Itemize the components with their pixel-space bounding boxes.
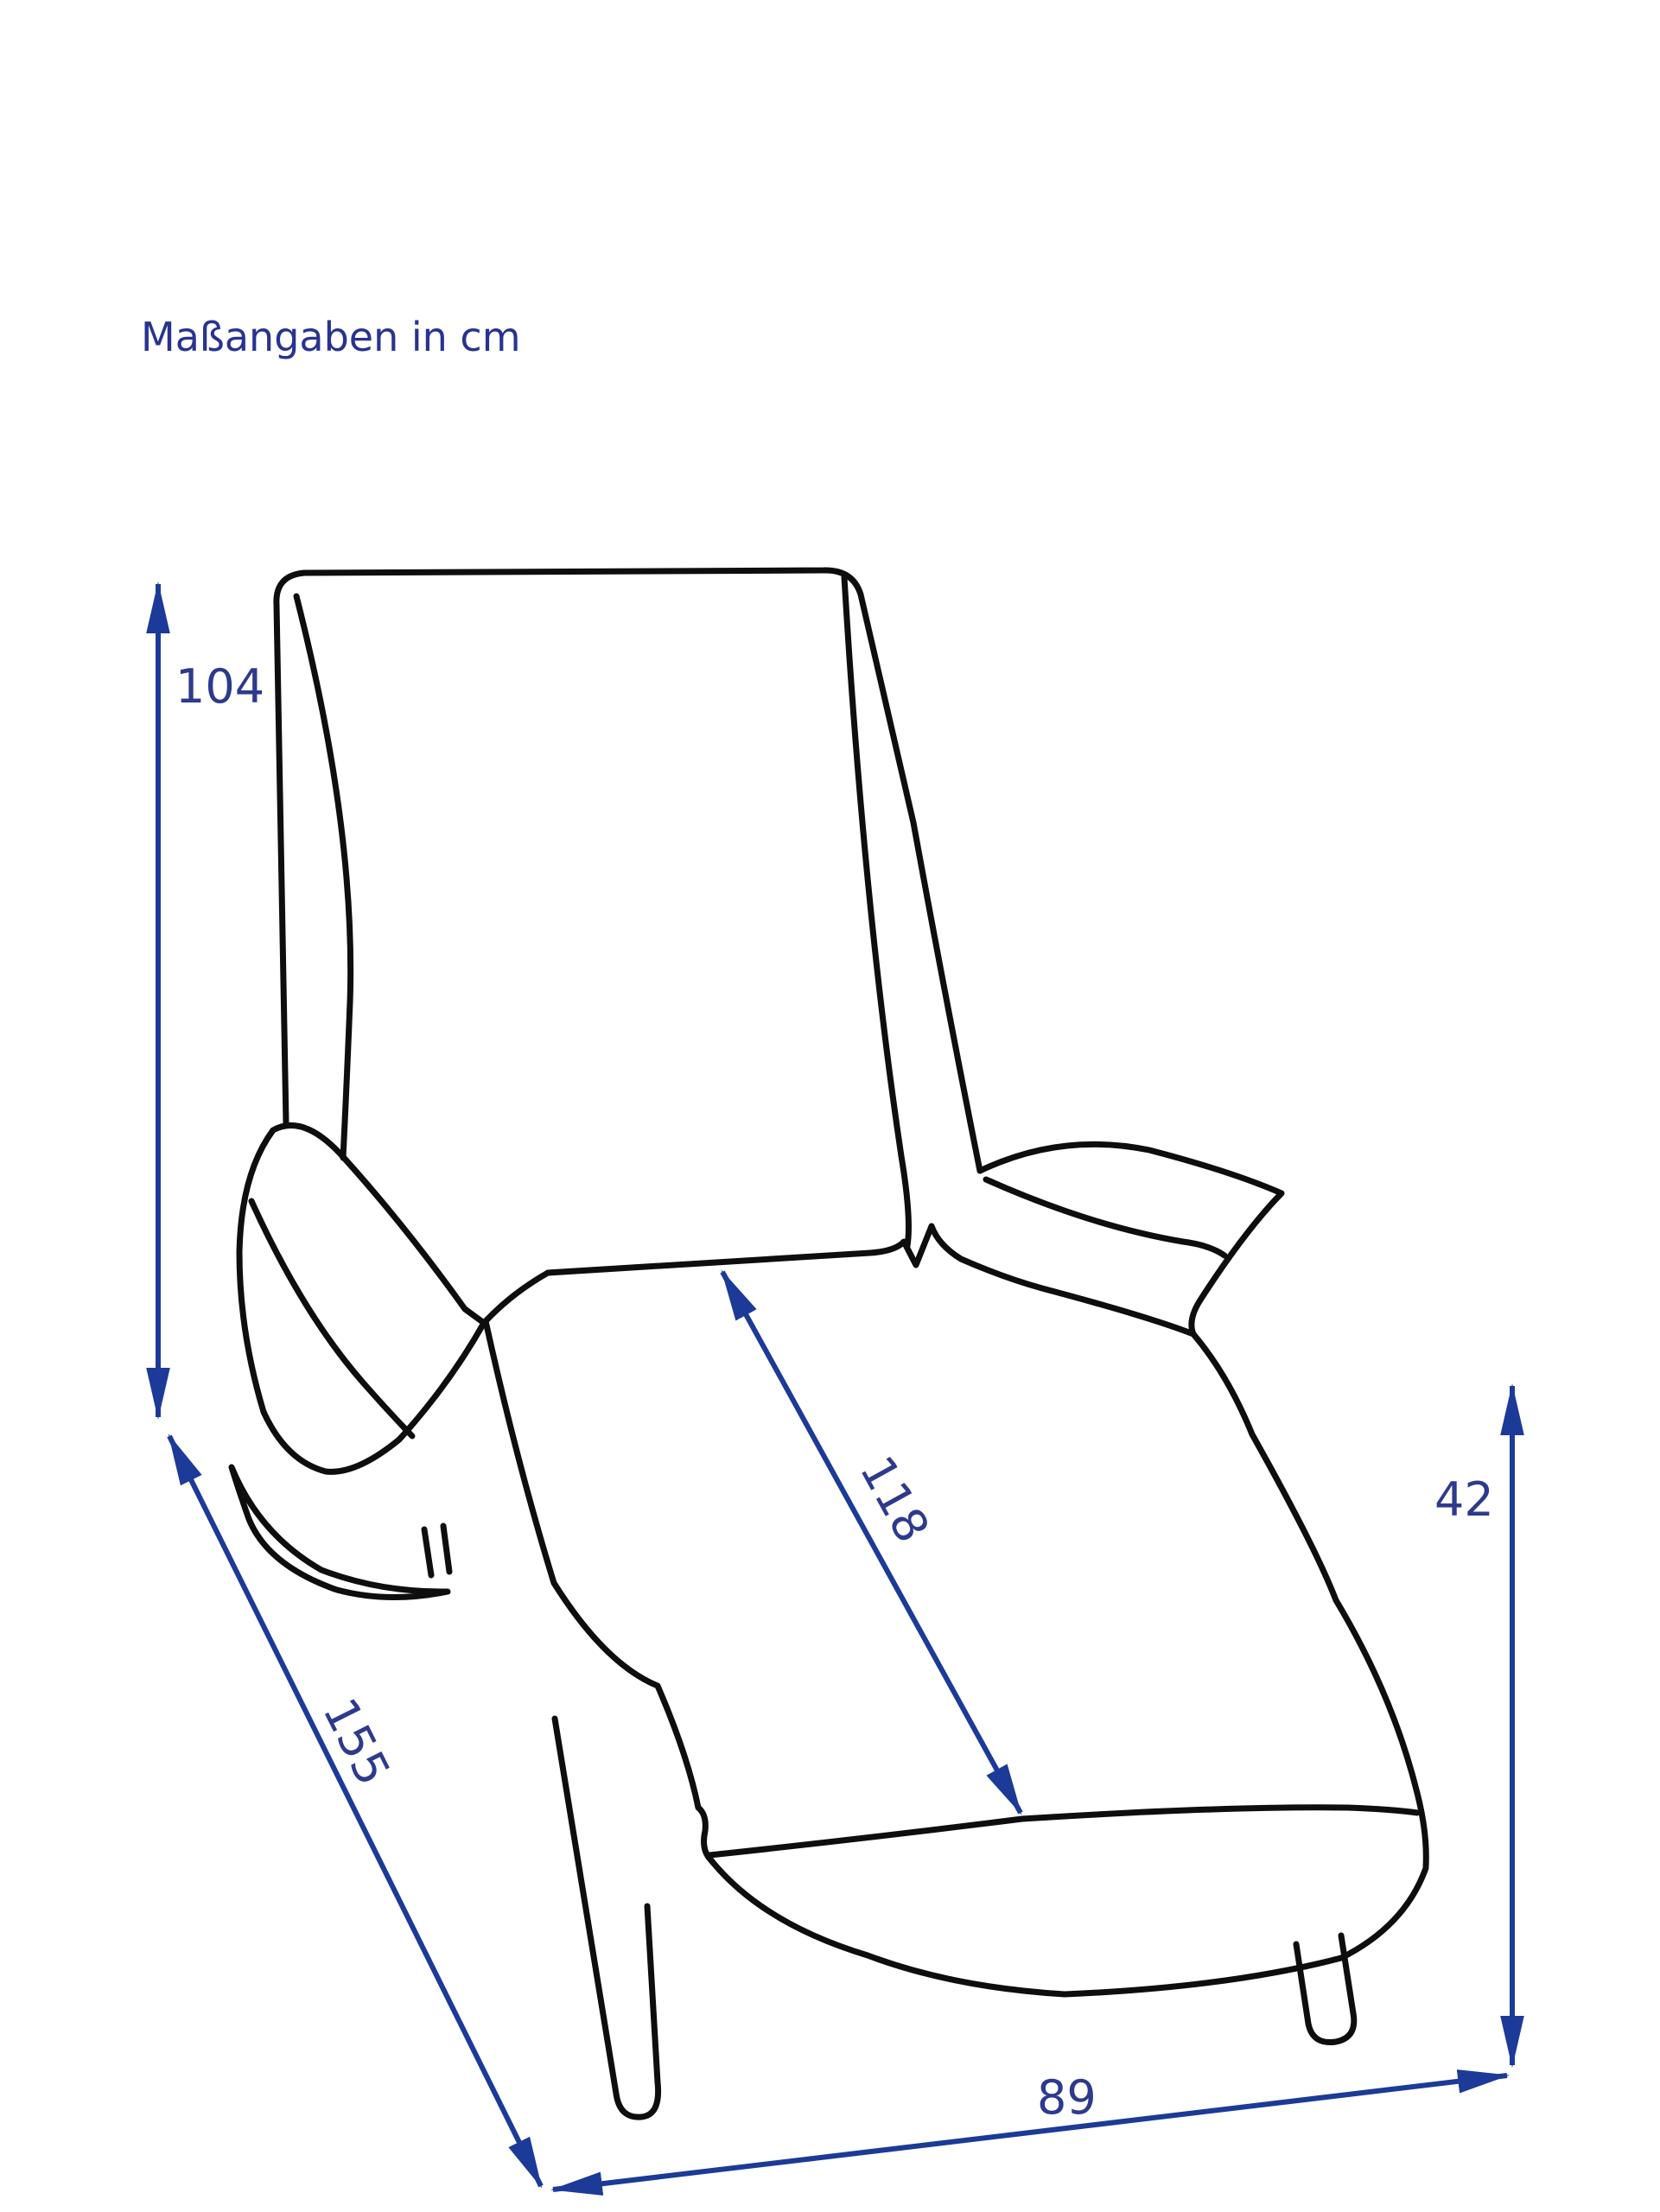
seat-depth-dimension-arrow [722, 1272, 1021, 1813]
seat-front-roll [711, 1860, 1426, 1994]
seat-depth-arrow-line [722, 1272, 1021, 1813]
backrest-outline [277, 570, 980, 1171]
left-armrest-outline [239, 1125, 484, 1471]
height-dimension-label: 104 [175, 659, 265, 714]
page-title: Maßangaben in cm [141, 314, 521, 360]
width-dimension-arrow [553, 2070, 1507, 2190]
seat-depth-dimension-label: 118 [849, 1446, 940, 1552]
dimension-arrows [158, 584, 1512, 2190]
right-armrest-outline [980, 1144, 1282, 1334]
seat-left-edge [486, 1273, 711, 1860]
height-dimension-arrow [158, 584, 264, 1417]
right-armrest-crease [986, 1179, 1224, 1255]
seat-height-dimension-arrow [1434, 1386, 1512, 2065]
length-arrow-line [169, 1436, 541, 2186]
recliner-chair-outline [232, 570, 1426, 2117]
width-dimension-label: 89 [1037, 2070, 1097, 2125]
seat-height-dimension-label: 42 [1434, 1472, 1494, 1527]
rear-right-leg [1296, 1936, 1354, 2043]
width-arrow-line [553, 2075, 1507, 2190]
mechanism-pin-left [424, 1529, 431, 1575]
length-dimension-label: 155 [312, 1689, 401, 1794]
length-dimension-arrow [169, 1436, 541, 2186]
left-armrest-crease [251, 1201, 412, 1436]
seat-top-and-right-edge [548, 1226, 1426, 1866]
seat-front-crease [709, 1808, 1417, 1855]
recline-runner [232, 1467, 448, 1598]
backrest-left-crease [296, 596, 351, 1158]
mechanism-pin-right [443, 1526, 449, 1572]
backrest-right-crease [844, 577, 908, 1246]
front-left-leg [555, 1719, 658, 2117]
